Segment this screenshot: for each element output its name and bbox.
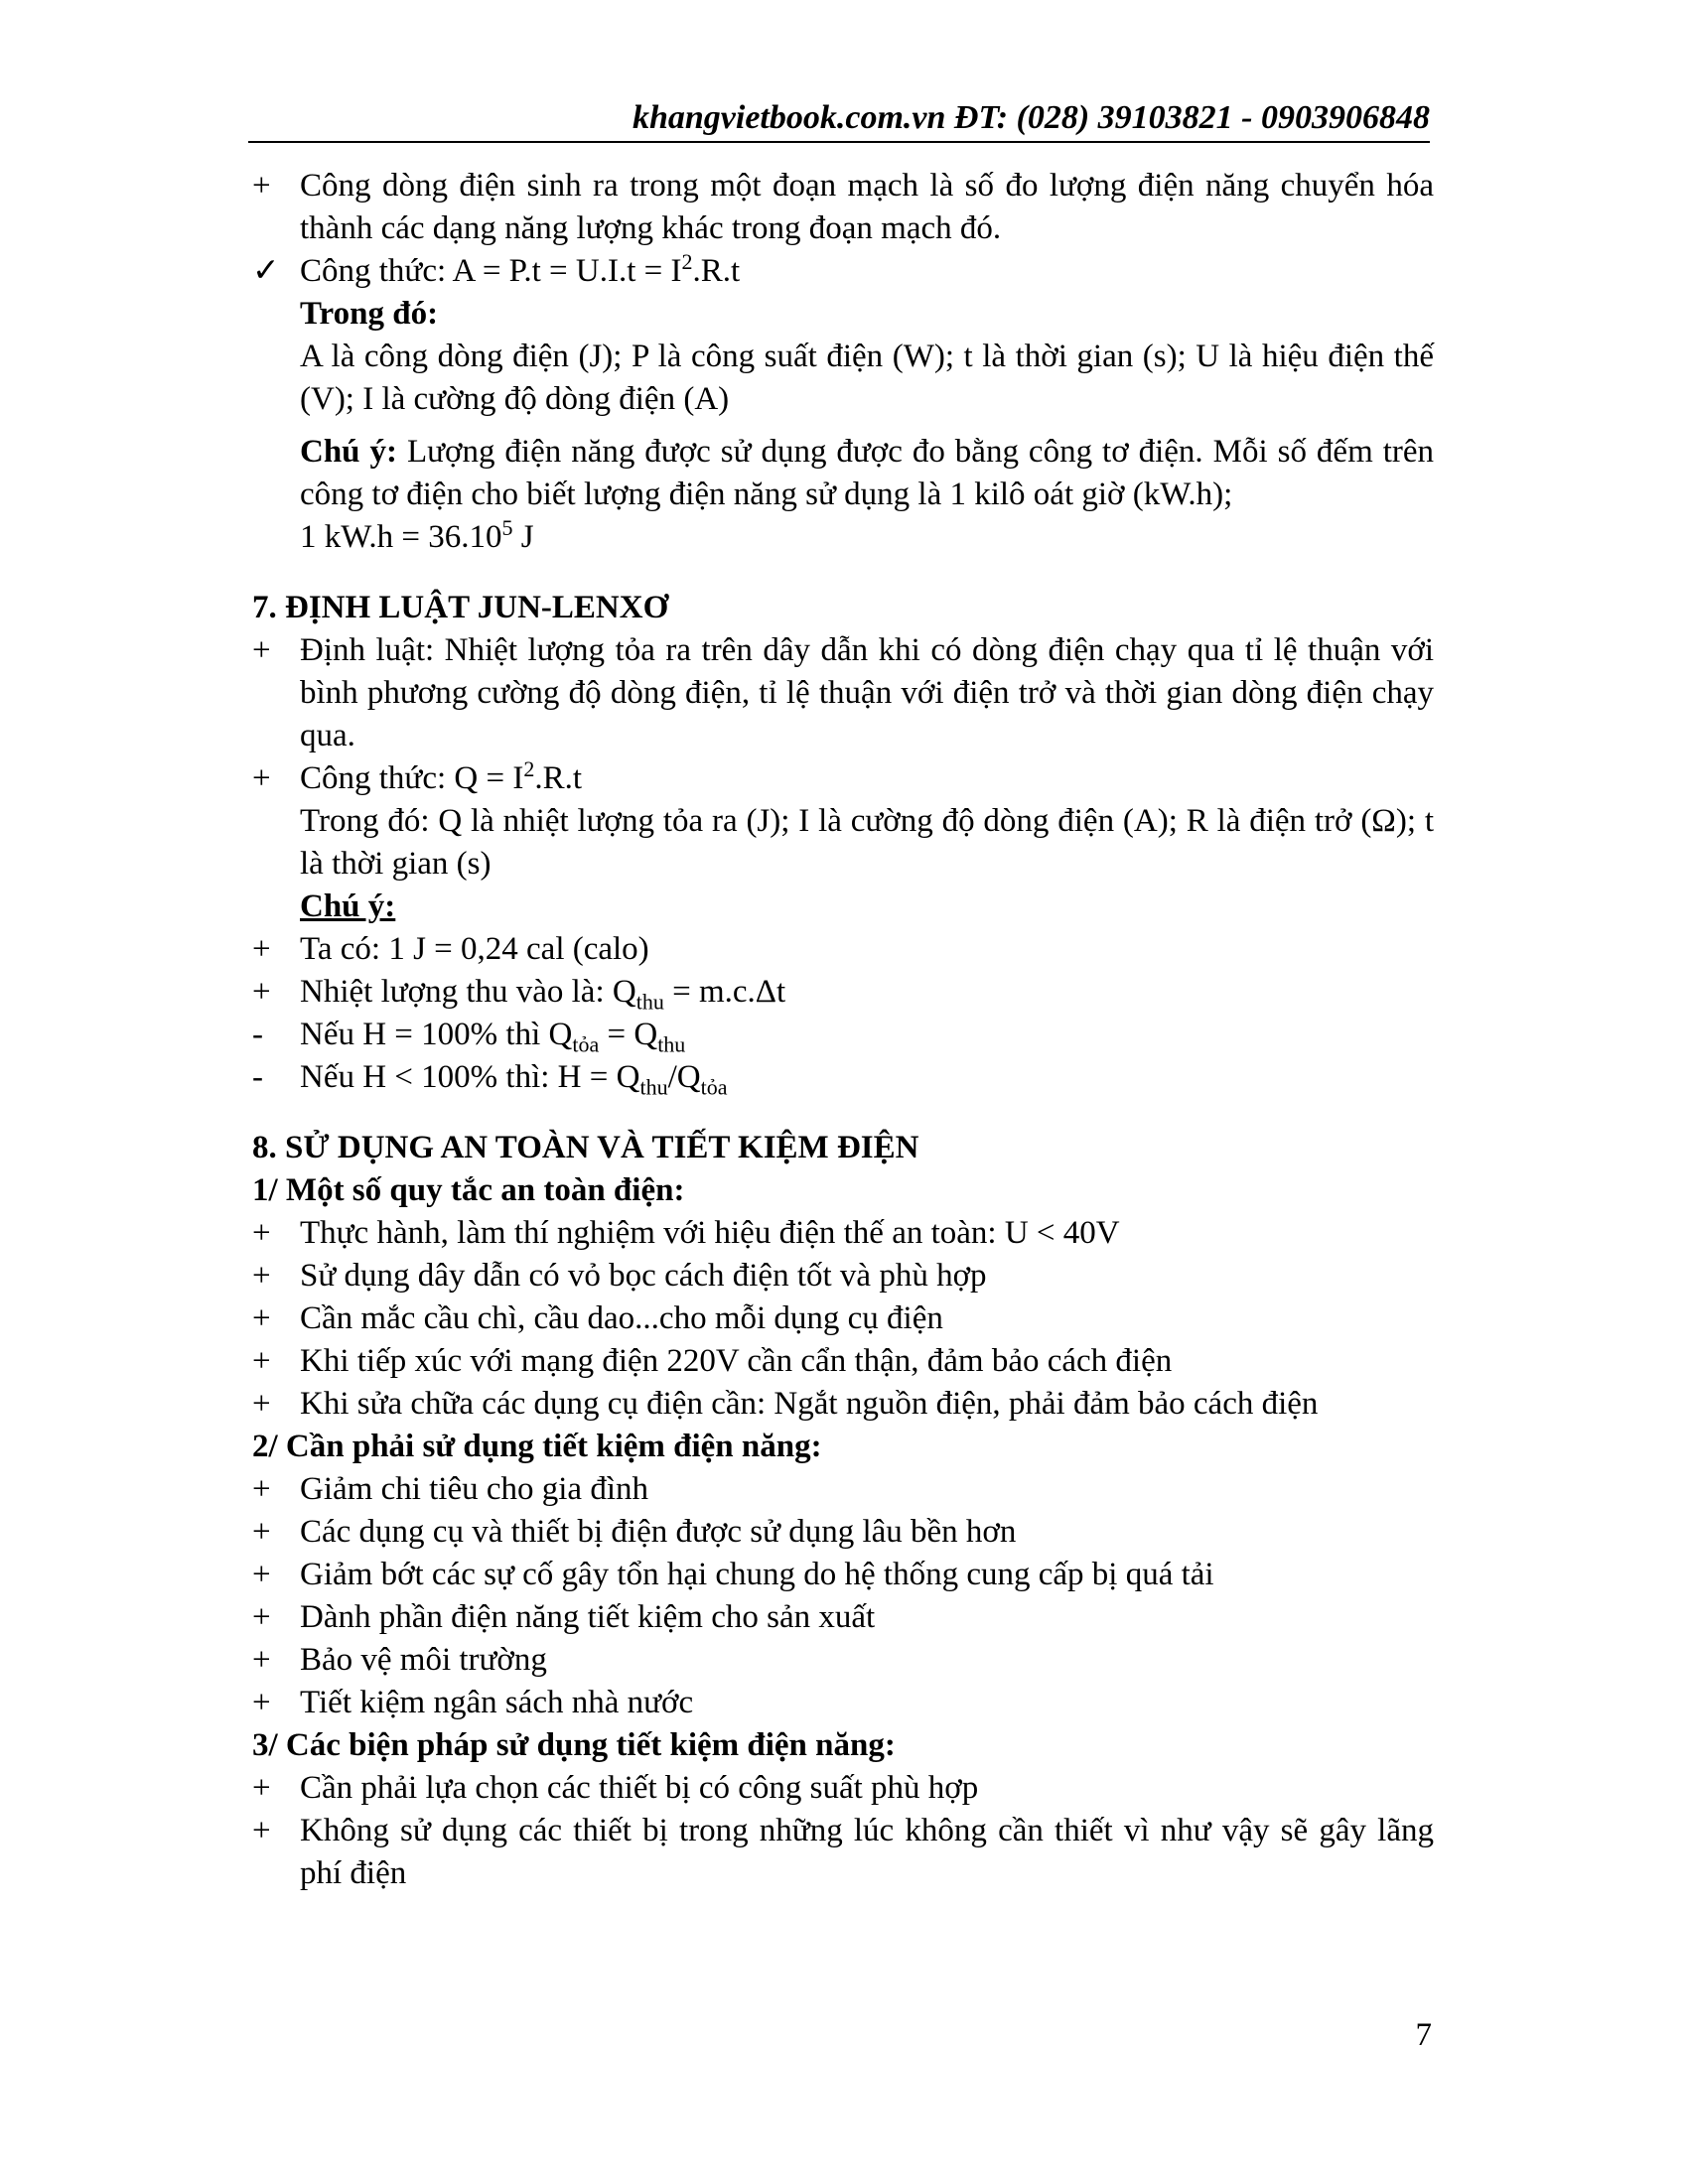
list-item: + Cần mắc cầu chì, cầu dao...cho mỗi dụng cụ điện: [252, 1297, 1434, 1340]
joule-law: Định luật: Nhiệt lượng tỏa ra trên dây dẫn khi có dòng điện chạy qua tỉ lệ thuận với bình phương cường độ dòng điện, tỉ lệ thuận với điện trở và thời gian dòng điện chạy qua.: [300, 632, 1434, 753]
check-bullet: ✓: [252, 253, 280, 289]
saving-reasons-list: [252, 1468, 1434, 1724]
plus-bullet: +: [252, 1300, 271, 1336]
list-item: + Khi sửa chữa các dụng cụ điện cần: Ngắt nguồn điện, phải đảm bảo cách điện: [252, 1383, 1434, 1426]
note-label: Chú ý:: [300, 434, 397, 470]
page-number: 7: [1415, 2017, 1432, 2053]
where-heading: Trong đó:: [300, 296, 439, 332]
list-item: + Bảo vệ môi trường: [252, 1639, 1434, 1682]
joule-variables: Trong đó: Q là nhiệt lượng tỏa ra (J); I là cường độ dòng điện (A); R là điện trở (Ω); t là thời gian (s): [300, 803, 1434, 882]
work-variables: A là công dòng điện (J); P là công suất điện (W); t là thời gian (s); U là hiệu điện thế (V); I là cường độ dòng điện (A): [300, 339, 1434, 417]
list-item: + Giảm chi tiêu cho gia đình: [252, 1468, 1434, 1511]
plus-bullet: +: [252, 1557, 271, 1592]
list-item: + Các dụng cụ và thiết bị điện được sử dụng lâu bền hơn: [252, 1511, 1434, 1554]
plus-bullet: +: [252, 1215, 271, 1251]
heat-absorbed: Nhiệt lượng thu vào là: $Q_{thu} = m.c.\Delta t$: [300, 974, 786, 1015]
page-header: khangvietbook.com.vn ĐT: (028) 39103821 - 0903906848: [248, 95, 1430, 143]
efficiency-less-100: Nếu H < 100% thì: $H = Q_{thu}/Q_{tỏa}$: [300, 1059, 728, 1100]
list-item: + Cần phải lựa chọn các thiết bị có công suất phù hợp: [252, 1767, 1434, 1810]
plus-bullet: +: [252, 1770, 271, 1806]
efficiency-100: Nếu H = 100% thì $Q_{tỏa} = Q_{thu}$: [300, 1017, 686, 1057]
plus-bullet: +: [252, 632, 271, 668]
list-item: [252, 165, 1434, 250]
list-item: + Thực hành, làm thí nghiệm với hiệu điện thế an toàn: U < 40V: [252, 1212, 1434, 1255]
safety-rules-heading: 1/ Một số quy tắc an toàn điện:: [252, 1172, 685, 1208]
plus-bullet: +: [252, 1258, 271, 1294]
plus-bullet: +: [252, 1642, 271, 1678]
list-item: [252, 1056, 1434, 1099]
plus-bullet: +: [252, 1685, 271, 1720]
list-item: [252, 250, 1434, 293]
plus-bullet: +: [252, 974, 271, 1010]
list-item: [252, 1014, 1434, 1056]
section-8-title: 8. SỬ DỤNG AN TOÀN VÀ TIẾT KIỆM ĐIỆN: [252, 1130, 919, 1165]
list-item: + Sử dụng dây dẫn có vỏ bọc cách điện tốt và phù hợp: [252, 1255, 1434, 1297]
work-formula: Công thức: $A = P.t = U.I.t = I^2.R.t$: [300, 249, 741, 289]
list-item: + Tiết kiệm ngân sách nhà nước: [252, 1682, 1434, 1724]
plus-bullet: +: [252, 1386, 271, 1422]
list-item: + Giảm bớt các sự cố gây tổn hại chung do hệ thống cung cấp bị quá tải: [252, 1554, 1434, 1596]
plus-bullet: +: [252, 168, 271, 204]
safety-rules-list: [252, 1212, 1434, 1426]
plus-bullet: +: [252, 760, 271, 796]
plus-bullet: +: [252, 1471, 271, 1507]
dash-bullet: -: [252, 1059, 263, 1095]
plus-bullet: +: [252, 1343, 271, 1379]
plus-bullet: +: [252, 1599, 271, 1635]
saving-measures-heading: 3/ Các biện pháp sử dụng tiết kiệm điện năng:: [252, 1727, 896, 1763]
section-7-title: 7. ĐỊNH LUẬT JUN-LENXƠ: [252, 590, 669, 625]
joule-formula: Công thức: $Q = I^2.R.t$: [300, 756, 582, 796]
calorie-conversion: Ta có: 1 J = 0,24 cal (calo): [300, 931, 649, 967]
list-item: + Khi tiếp xúc với mạng điện 220V cần cẩn thận, đảm bảo cách điện: [252, 1340, 1434, 1383]
saving-reasons-heading: 2/ Cần phải sử dụng tiết kiệm điện năng:: [252, 1429, 822, 1464]
note-heading: Chú ý:: [300, 888, 396, 924]
plus-bullet: +: [252, 1514, 271, 1550]
plus-bullet: +: [252, 1813, 271, 1848]
list-item: [252, 629, 1434, 757]
dash-bullet: -: [252, 1017, 263, 1052]
list-item: [252, 757, 1434, 800]
saving-measures-list: [252, 1767, 1434, 1895]
list-item: [252, 928, 1434, 971]
plus-bullet: +: [252, 931, 271, 967]
work-definition: Công dòng điện sinh ra trong một đoạn mạch là số đo lượng điện năng chuyển hóa thành các dạng năng lượng khác trong đoạn mạch đó.: [300, 168, 1434, 246]
energy-note: Chú ý: Lượng điện năng được sử dụng được đo bằng công tơ điện. Mỗi số đếm trên công tơ điện cho biết lượng điện năng sử dụng là 1 kilô oát giờ (kW.h);: [300, 434, 1435, 512]
page-body: [252, 165, 1434, 1895]
kwh-conversion: 1 $kW.h = 36.10^5$ J: [300, 515, 534, 555]
list-item: + Không sử dụng các thiết bị trong những lúc không cần thiết vì như vậy sẽ gây lãng phí điện: [252, 1810, 1434, 1895]
list-item: [252, 971, 1434, 1014]
list-item: + Dành phần điện năng tiết kiệm cho sản xuất: [252, 1596, 1434, 1639]
